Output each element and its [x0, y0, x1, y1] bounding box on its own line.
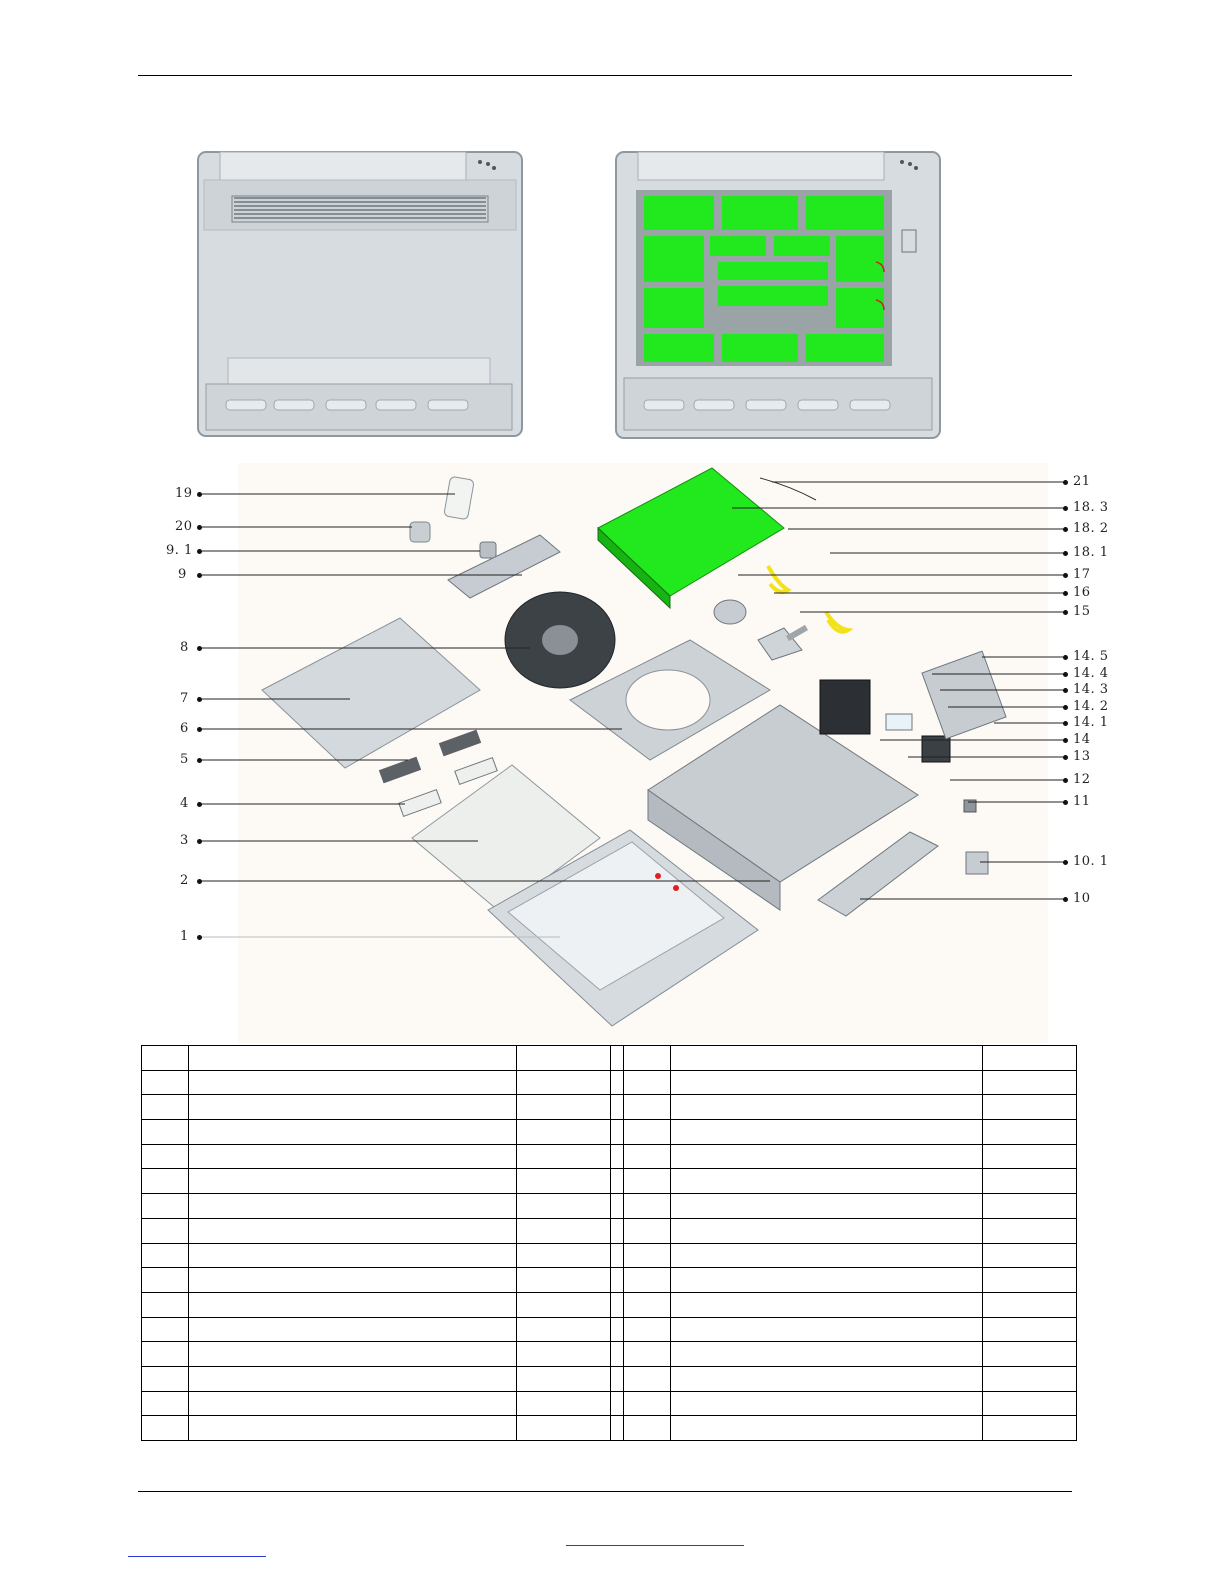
callout-16: 16 — [1073, 585, 1091, 600]
table-cell — [189, 1342, 517, 1367]
table-gap-cell — [611, 1194, 624, 1219]
blower-end-cap — [480, 542, 496, 558]
callout-8: 8 — [180, 640, 189, 655]
table-cell — [142, 1144, 189, 1169]
footer-rule — [138, 1491, 1072, 1492]
table-cell — [142, 1416, 189, 1441]
table-cell — [517, 1268, 611, 1293]
table-cell — [189, 1292, 517, 1317]
callout-17: 17 — [1073, 567, 1091, 582]
table-row — [142, 1070, 1077, 1095]
table-cell — [983, 1046, 1077, 1071]
table-cell — [624, 1046, 671, 1071]
table-cell — [517, 1120, 611, 1145]
table-cell — [624, 1070, 671, 1095]
table-cell — [983, 1317, 1077, 1342]
table-cell — [517, 1144, 611, 1169]
callout-14-3: 14. 3 — [1073, 682, 1109, 697]
callout-10-1: 10. 1 — [1073, 854, 1109, 869]
evaporator — [598, 468, 784, 596]
table-cell — [624, 1120, 671, 1145]
table-gap-cell — [611, 1292, 624, 1317]
table-gap-cell — [611, 1169, 624, 1194]
footer-link-left[interactable] — [128, 1556, 266, 1557]
table-row — [142, 1366, 1077, 1391]
table-cell — [671, 1046, 983, 1071]
callout-20: 20 — [175, 519, 193, 534]
table-row — [142, 1243, 1077, 1268]
table-cell — [142, 1243, 189, 1268]
table-cell — [671, 1391, 983, 1416]
table-cell — [189, 1391, 517, 1416]
table-cell — [624, 1144, 671, 1169]
table-cell — [671, 1218, 983, 1243]
table-cell — [189, 1317, 517, 1342]
table-cell — [983, 1243, 1077, 1268]
table-row — [142, 1342, 1077, 1367]
callout-9-1: 9. 1 — [166, 543, 193, 558]
table-cell — [517, 1070, 611, 1095]
table-cell — [624, 1342, 671, 1367]
table-cell — [983, 1194, 1077, 1219]
table-cell — [142, 1366, 189, 1391]
table-cell — [517, 1366, 611, 1391]
callout-3: 3 — [180, 833, 189, 848]
table-cell — [517, 1243, 611, 1268]
fan-motor — [714, 600, 746, 624]
callout-5: 5 — [180, 752, 189, 767]
table-cell — [517, 1391, 611, 1416]
table-cell — [142, 1292, 189, 1317]
table-cell — [189, 1095, 517, 1120]
remote-controller — [444, 476, 475, 520]
footer-link-center[interactable] — [566, 1545, 744, 1546]
table-row — [142, 1169, 1077, 1194]
table-cell — [142, 1070, 189, 1095]
table-cell — [189, 1194, 517, 1219]
table-cell — [517, 1342, 611, 1367]
callout-21: 21 — [1073, 474, 1091, 489]
table-cell — [983, 1391, 1077, 1416]
table-cell — [624, 1366, 671, 1391]
table-row — [142, 1120, 1077, 1145]
table-cell — [671, 1268, 983, 1293]
table-cell — [624, 1218, 671, 1243]
table-cell — [983, 1095, 1077, 1120]
table-cell — [142, 1342, 189, 1367]
table-row — [142, 1416, 1077, 1441]
table-cell — [624, 1194, 671, 1219]
table-row — [142, 1391, 1077, 1416]
table-cell — [624, 1391, 671, 1416]
callout-14-2: 14. 2 — [1073, 699, 1109, 714]
callout-15: 15 — [1073, 604, 1091, 619]
table-cell — [624, 1169, 671, 1194]
table-cell — [142, 1391, 189, 1416]
table-cell — [517, 1095, 611, 1120]
table-cell — [189, 1243, 517, 1268]
table-cell — [671, 1070, 983, 1095]
table-gap-cell — [611, 1268, 624, 1293]
table-cell — [983, 1218, 1077, 1243]
table-cell — [983, 1169, 1077, 1194]
table-cell — [983, 1366, 1077, 1391]
table-cell — [189, 1120, 517, 1145]
table-cell — [983, 1144, 1077, 1169]
table-gap-cell — [611, 1070, 624, 1095]
table-gap-cell — [611, 1144, 624, 1169]
table-row — [142, 1095, 1077, 1120]
table-gap-cell — [611, 1120, 624, 1145]
table-gap-cell — [611, 1416, 624, 1441]
callout-14-1: 14. 1 — [1073, 715, 1109, 730]
callout-7: 7 — [180, 691, 189, 706]
callout-14-4: 14. 4 — [1073, 666, 1109, 681]
table-cell — [189, 1046, 517, 1071]
cross-flow-blower — [448, 535, 560, 598]
callout-18-1: 18. 1 — [1073, 545, 1109, 560]
table-gap-cell — [611, 1366, 624, 1391]
callout-13: 13 — [1073, 749, 1091, 764]
callout-10: 10 — [1073, 891, 1091, 906]
callout-18-3: 18. 3 — [1073, 500, 1109, 515]
table-cell — [671, 1366, 983, 1391]
table-cell — [142, 1317, 189, 1342]
callout-9: 9 — [178, 567, 187, 582]
display-receiver — [410, 522, 430, 542]
callout-12: 12 — [1073, 772, 1091, 787]
table-cell — [671, 1120, 983, 1145]
table-cell — [142, 1120, 189, 1145]
table-cell — [142, 1218, 189, 1243]
table-cell — [517, 1046, 611, 1071]
table-cell — [624, 1292, 671, 1317]
table-cell — [983, 1070, 1077, 1095]
table-cell — [189, 1169, 517, 1194]
callout-2: 2 — [180, 873, 189, 888]
table-cell — [517, 1169, 611, 1194]
table-gap-cell — [611, 1243, 624, 1268]
table-cell — [983, 1416, 1077, 1441]
callout-1: 1 — [180, 929, 189, 944]
table-cell — [189, 1218, 517, 1243]
table-cell — [189, 1070, 517, 1095]
table-row — [142, 1194, 1077, 1219]
table-row — [142, 1292, 1077, 1317]
table-gap-cell — [611, 1046, 624, 1071]
table-cell — [671, 1169, 983, 1194]
table-cell — [517, 1194, 611, 1219]
table-cell — [189, 1416, 517, 1441]
callout-11: 11 — [1073, 794, 1091, 809]
table-gap-cell — [611, 1342, 624, 1367]
table-cell — [671, 1095, 983, 1120]
callout-19: 19 — [175, 486, 193, 501]
table-gap-cell — [611, 1218, 624, 1243]
table-cell — [671, 1292, 983, 1317]
table-cell — [142, 1095, 189, 1120]
table-cell — [983, 1342, 1077, 1367]
table-cell — [142, 1046, 189, 1071]
table-row — [142, 1144, 1077, 1169]
table-cell — [983, 1268, 1077, 1293]
table-cell — [671, 1194, 983, 1219]
callout-18-2: 18. 2 — [1073, 521, 1109, 536]
table-cell — [671, 1243, 983, 1268]
table-row — [142, 1317, 1077, 1342]
electric-box — [820, 680, 870, 734]
table-cell — [624, 1095, 671, 1120]
table-cell — [671, 1317, 983, 1342]
table-cell — [142, 1194, 189, 1219]
table-cell — [624, 1243, 671, 1268]
table-cell — [671, 1144, 983, 1169]
callout-14: 14 — [1073, 732, 1091, 747]
table-cell — [983, 1120, 1077, 1145]
table-cell — [671, 1416, 983, 1441]
callout-4: 4 — [180, 796, 189, 811]
table-row — [142, 1268, 1077, 1293]
table-gap-cell — [611, 1391, 624, 1416]
table-cell — [624, 1416, 671, 1441]
table-row — [142, 1218, 1077, 1243]
table-row — [142, 1046, 1077, 1071]
table-gap-cell — [611, 1095, 624, 1120]
table-cell — [189, 1366, 517, 1391]
table-cell — [189, 1144, 517, 1169]
parts-table — [141, 1045, 1077, 1441]
table-cell — [517, 1292, 611, 1317]
table-cell — [983, 1292, 1077, 1317]
table-cell — [671, 1342, 983, 1367]
callout-14-5: 14. 5 — [1073, 649, 1109, 664]
table-cell — [624, 1317, 671, 1342]
table-cell — [189, 1268, 517, 1293]
table-cell — [624, 1268, 671, 1293]
table-gap-cell — [611, 1317, 624, 1342]
table-cell — [142, 1169, 189, 1194]
table-cell — [142, 1268, 189, 1293]
table-cell — [517, 1218, 611, 1243]
table-cell — [517, 1416, 611, 1441]
table-cell — [517, 1317, 611, 1342]
callout-6: 6 — [180, 721, 189, 736]
